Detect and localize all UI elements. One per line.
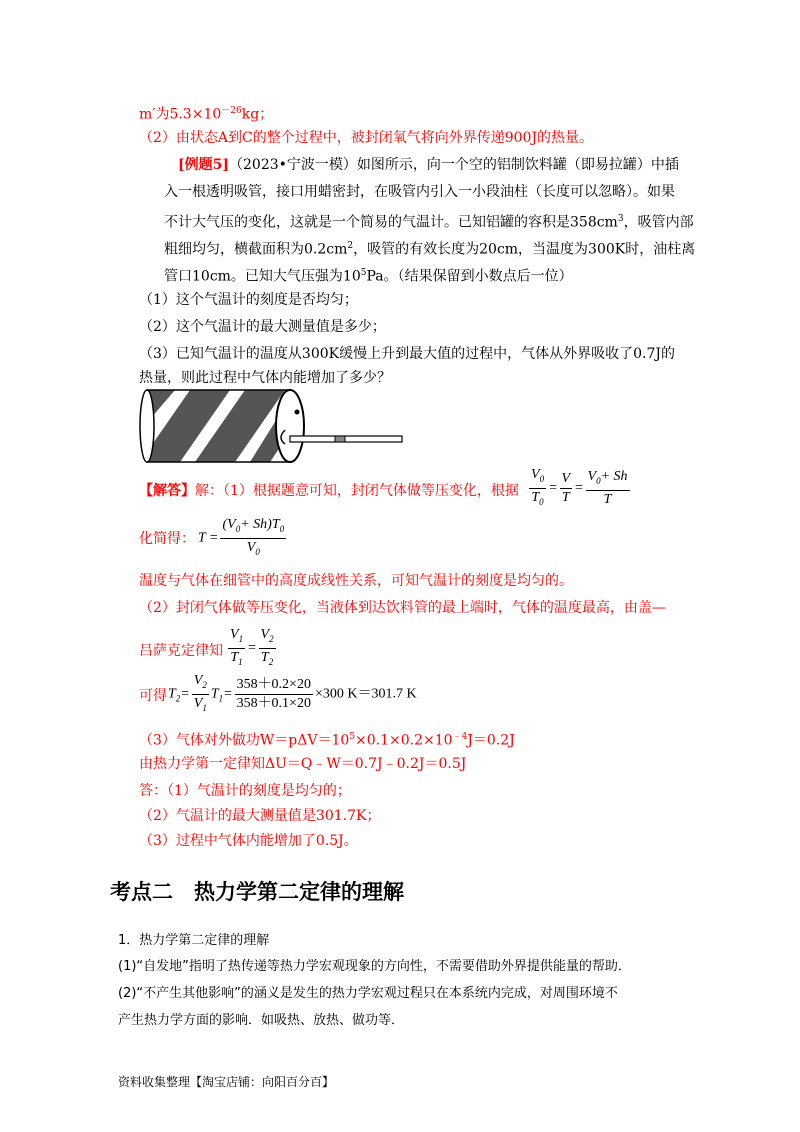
question-2: （2）这个气温计的最大测量值是多少； xyxy=(139,319,386,335)
question-3b: 热量，则此过程中气体内能增加了多少？ xyxy=(139,370,391,386)
answer-line-6: 可得 xyxy=(139,688,167,704)
section-item-3b: 产生热力学方面的影响．如吸热、放热、做功等． xyxy=(118,1013,405,1028)
answer-line-4: （2）封闭气体做等压变化，当液体到达饮料管的最上端时，气体的温度最高，由盖— xyxy=(139,600,666,616)
question-3a: （3）已知气温计的温度从300K缓慢上升到最大值的过程中，气体从外界吸收了0.7J的 xyxy=(139,346,675,362)
formula-t2: $T_2=$ $\frac{V_2}{V_1}$ $T_1=$ $\frac{358+0.2\times 20}{358+0.1\times 20}$ ×300 K＝301.7 K xyxy=(168,673,417,713)
answer-line-2: 化简得： xyxy=(139,531,195,547)
can-thermometer-figure xyxy=(135,385,410,465)
intro-line-2: （2）由状态A到C的整个过程中，被封闭氧气将向外界传递900J的热量。 xyxy=(139,130,594,146)
answer-line-5: 吕萨克定律知 xyxy=(139,643,223,659)
answer-line-11: （3）过程中气体内能增加了0.5J。 xyxy=(139,833,358,849)
example-para-5: 管口10cm。已知大气压强为$10^5Pa$。（结果保留到小数点后一位） xyxy=(164,268,573,285)
intro-line-1: m′为$5.3\times 10^{-26}kg$； xyxy=(139,106,274,123)
example-label: [例题5] xyxy=(178,157,229,173)
answer-label: 【解答】 xyxy=(139,483,195,499)
answer-line-7: （3）气体对外做功$W=p\Delta V=10^5\times 0.1\times 0.2\times 10^{﹣4}J=0.2J$ xyxy=(139,732,515,749)
answer-line-9: 答：（1）气温计的刻度是均匀的； xyxy=(139,783,351,799)
section-heading: 考点二 热力学第二定律的理解 xyxy=(110,880,404,904)
question-1: （1）这个气温计的刻度是否均匀； xyxy=(139,292,358,308)
example-para-1: [例题5]（2023•宁波一模）如图所示，向一个空的铝制饮料罐（即易拉罐）中插 xyxy=(178,157,679,173)
answer-line-1: 【解答】解：（1）根据题意可知，封闭气体做等压变化，根据 xyxy=(139,483,519,499)
example-para-4: 粗细均匀，横截面积为$0.2cm^2$，吸管的有效长度为20cm，当温度为300K时，油柱离 xyxy=(164,241,696,258)
example-para-3: 不计大气压的变化，这就是一个简易的气温计。已知铝罐的容积是$358cm^3$，吸管内部 xyxy=(164,214,694,231)
example-para-2: 入一根透明吸管，接口用蜡密封，在吸管内引入一小段油柱（长度可以忽略）。如果 xyxy=(164,184,675,200)
section-item-3a: (2)“不产生其他影响”的涵义是发生的热力学宏观过程只在本系统内完成，对周围环境不 xyxy=(118,986,618,1001)
answer-line-8: 由热力学第一定律知ΔU＝Q﹣W＝0.7J﹣0.2J＝0.5J xyxy=(139,756,467,772)
answer-line-3: 温度与气体在细管中的高度成线性关系，可知气温计的刻度是均匀的。 xyxy=(139,573,573,589)
section-item-1: 1．热力学第二定律的理解 xyxy=(118,933,270,948)
answer-line-10: （2）气温计的最大测量值是301.7K； xyxy=(139,808,381,824)
formula-simplified: T = $\frac{(V_0+ Sh)T_0}{V_0}$ xyxy=(198,517,285,557)
formula-gay-lussac-2: $\frac{V_1}{T_1}$ = $\frac{V_2}{T_2}$ xyxy=(230,627,274,667)
formula-gay-lussac-1: $\frac{V_0}{T_0}$ = $\frac{V}{T}$ = $\frac{V_0+ Sh}{T}$ xyxy=(531,467,628,507)
section-item-2: (1)“自发地”指明了热传递等热力学宏观现象的方向性，不需要借助外界提供能量的帮助． xyxy=(118,959,631,974)
page-footer: 资料收集整理【淘宝店铺：向阳百分百】 xyxy=(118,1075,335,1089)
